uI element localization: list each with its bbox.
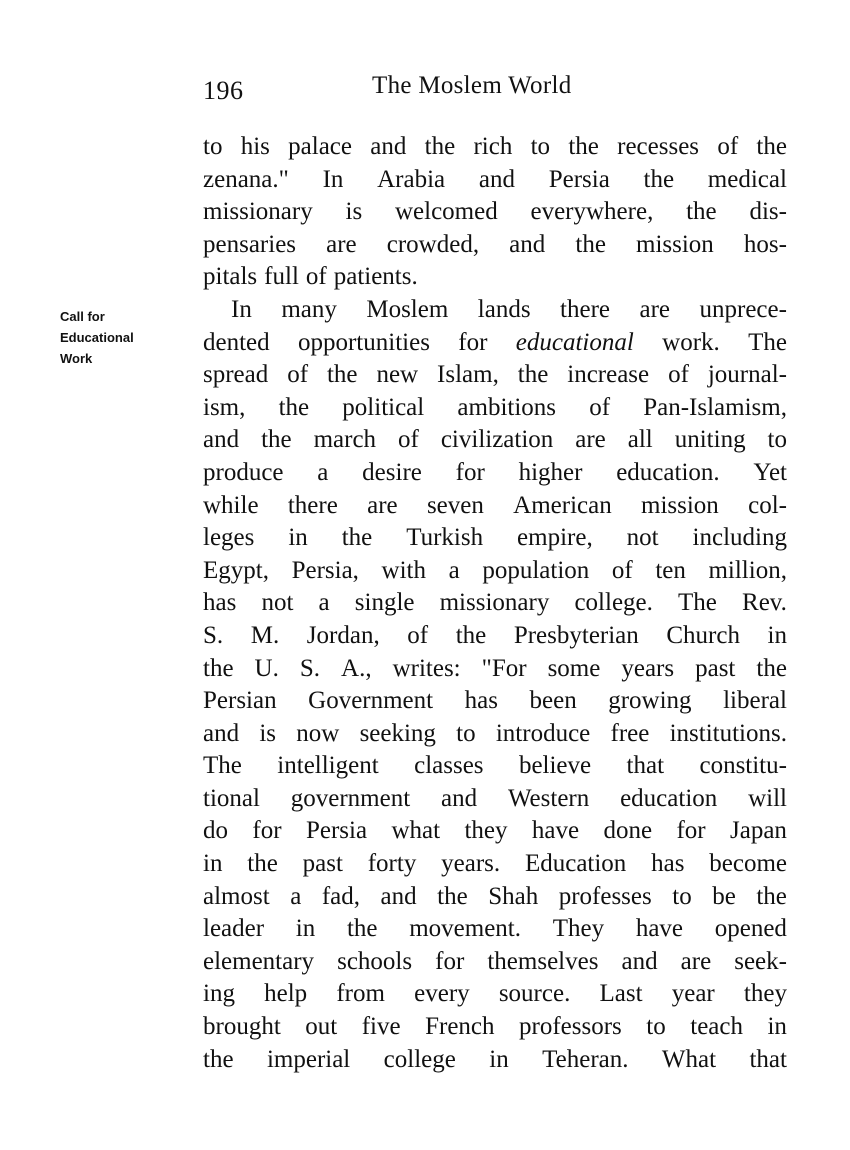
word: of (589, 393, 611, 421)
text-line (203, 783, 787, 816)
word: The (203, 752, 242, 780)
text-line (203, 718, 787, 751)
text-line (203, 1044, 787, 1077)
word: empire, (517, 524, 593, 552)
word: to (530, 133, 551, 160)
word: the (326, 361, 358, 389)
word: for (435, 947, 465, 975)
word: the (756, 654, 787, 682)
word: constitu- (699, 752, 787, 780)
word: are (639, 295, 671, 323)
word: of (407, 621, 429, 649)
word: the (568, 133, 599, 160)
text-line (203, 131, 787, 164)
word: welcomed (394, 198, 498, 226)
text-line (203, 946, 787, 979)
word: a (317, 458, 329, 486)
word: intelligent (277, 752, 379, 780)
body-text (203, 131, 787, 1076)
word: to (646, 1013, 666, 1041)
word: the (203, 1045, 234, 1073)
word: for (676, 817, 706, 845)
word: What (661, 1045, 717, 1073)
word: free (610, 719, 650, 747)
word: are (575, 426, 606, 454)
word: patients. (333, 263, 418, 291)
word: civilization (440, 426, 554, 454)
word: the (341, 524, 373, 552)
word: and (441, 784, 478, 812)
word: fad, (321, 882, 360, 910)
word: Presbyterian (513, 621, 639, 649)
word: political (342, 393, 425, 421)
word: in (203, 850, 223, 878)
word: opened (714, 915, 787, 943)
word: and (370, 133, 407, 160)
word: Yet (753, 458, 787, 486)
word: They (552, 915, 605, 943)
word: has (464, 687, 498, 715)
word: there (560, 295, 611, 323)
word: government (290, 784, 411, 812)
word: have (531, 817, 580, 845)
text-line (203, 881, 787, 914)
word: new (376, 361, 419, 389)
word: years (621, 654, 675, 682)
word: missionary (203, 198, 313, 226)
text-line (203, 327, 787, 360)
word: journal- (707, 361, 787, 389)
word: they (464, 817, 508, 845)
word: of (305, 263, 327, 291)
word: seek- (734, 947, 787, 975)
text-line (203, 522, 787, 555)
word: many (281, 295, 337, 323)
page-number: 196 (203, 76, 244, 105)
word: a (318, 589, 330, 617)
word: is (345, 198, 363, 226)
word: of (287, 361, 309, 389)
word: in (489, 1045, 509, 1073)
word: The (678, 589, 717, 617)
word: have (635, 915, 684, 943)
text-line (203, 620, 787, 653)
word: imperial (266, 1045, 351, 1073)
word: Western (507, 784, 590, 812)
margin-note-line: Work (60, 351, 93, 366)
text-line (203, 555, 787, 588)
word: and (203, 719, 240, 747)
margin-note-line: Call for (60, 309, 105, 324)
word: of (611, 556, 633, 584)
word: do (203, 817, 228, 845)
word: opportunities (297, 328, 430, 356)
word: done (603, 817, 653, 845)
word: will (748, 784, 787, 812)
word: the (517, 361, 549, 389)
word: source. (498, 980, 571, 1008)
word: professes (558, 882, 652, 910)
word: mission (641, 491, 719, 519)
word: ism, (203, 393, 246, 421)
text-line (203, 848, 787, 881)
word: lands (477, 295, 531, 323)
word: French (425, 1013, 495, 1041)
word: to (456, 719, 476, 747)
word: the (203, 654, 234, 682)
word: ing (203, 980, 235, 1008)
word: been (529, 687, 577, 715)
word: a (448, 556, 460, 584)
word: teach (690, 1013, 743, 1041)
word: while (203, 491, 259, 519)
word: with (381, 556, 426, 584)
word: seeking (359, 719, 436, 747)
word: uniting (674, 426, 746, 454)
word: Government (308, 687, 434, 715)
word: march (313, 426, 377, 454)
word: college. (574, 589, 653, 617)
word: the (424, 133, 456, 160)
word: almost (203, 882, 270, 910)
word: In (231, 295, 252, 323)
text-line (203, 359, 787, 392)
word: mission (636, 230, 714, 258)
word: dis- (749, 198, 787, 226)
word: of (717, 133, 739, 160)
word: the (643, 165, 675, 193)
word: movement. (409, 915, 521, 943)
word: themselves (487, 947, 599, 975)
word: Egypt, (203, 556, 269, 584)
word: leges (203, 524, 255, 552)
text-line (203, 978, 787, 1011)
word: crowded, (386, 230, 480, 258)
word: including (692, 524, 787, 552)
word: the (247, 850, 278, 878)
word: single (354, 589, 415, 617)
word: ambitions (457, 393, 557, 421)
word: from (336, 980, 385, 1008)
word: forty (367, 850, 417, 878)
word: to (767, 426, 787, 454)
word: "For (481, 654, 527, 682)
word: Teheran. (542, 1045, 629, 1073)
word: population (482, 556, 590, 584)
word: leader (203, 915, 265, 943)
word: college (383, 1045, 456, 1073)
word: and (203, 426, 240, 454)
word: has (651, 850, 685, 878)
word: American (513, 491, 612, 519)
word: unprece- (699, 295, 787, 323)
word: pitals (203, 263, 258, 291)
text-line (203, 424, 787, 457)
word: become (709, 850, 787, 878)
text-line (203, 1011, 787, 1044)
text-line (203, 587, 787, 620)
word: S. (299, 654, 321, 682)
word: not (261, 589, 294, 617)
word: writes: (392, 654, 461, 682)
word: ten (655, 556, 686, 584)
word: Persian (203, 687, 277, 715)
word: work. (662, 328, 720, 356)
word: of (398, 426, 419, 454)
word: are (326, 230, 357, 258)
word: Jordan, (306, 621, 380, 649)
word: are (367, 491, 398, 519)
word: are (680, 947, 712, 975)
word: for (458, 328, 488, 356)
text-line (203, 457, 787, 490)
word: in (767, 621, 787, 649)
word: believe (518, 752, 592, 780)
word: the (455, 621, 487, 649)
word: in (767, 1013, 787, 1041)
word: be (712, 882, 736, 910)
word: education (620, 784, 718, 812)
word: hos- (743, 230, 787, 258)
word: Education (524, 850, 627, 878)
word: zenana." (203, 165, 289, 193)
word: col- (748, 491, 787, 519)
word: Persia (305, 817, 368, 845)
word: Islam, (437, 361, 499, 389)
text-line (203, 815, 787, 848)
word: to (203, 133, 223, 160)
word: Arabia (377, 165, 446, 193)
word: A., (341, 654, 372, 682)
word: S. (203, 621, 224, 649)
word: for (252, 817, 282, 845)
word: In (322, 165, 344, 193)
word: year (671, 980, 715, 1008)
word: and (621, 947, 658, 975)
word: a (290, 882, 302, 910)
word: M. (250, 621, 280, 649)
word: classes (414, 752, 484, 780)
running-head: The Moslem World (372, 72, 572, 99)
word: that (749, 1045, 787, 1073)
word: tional (203, 784, 260, 812)
word: the (278, 393, 310, 421)
word: recesses (617, 133, 700, 160)
word: education. (616, 458, 720, 486)
word: Pan-Islamism, (643, 393, 787, 421)
word: Persia (548, 165, 610, 193)
word: missionary (439, 589, 550, 617)
word: not (626, 524, 659, 552)
text-line (203, 913, 787, 946)
text-line (203, 750, 787, 783)
word: full (264, 263, 299, 291)
word: is (259, 719, 277, 747)
word: million, (708, 556, 787, 584)
word: his (240, 133, 270, 160)
text-line (203, 653, 787, 686)
word: everywhere, (530, 198, 654, 226)
word: seven (426, 491, 484, 519)
word: Shah (488, 882, 539, 910)
word: The (748, 328, 787, 356)
word: some (547, 654, 601, 682)
word: Rev. (742, 589, 787, 617)
word: what (391, 817, 441, 845)
word: institutions. (669, 719, 787, 747)
text-line (203, 196, 787, 229)
word: has (203, 589, 237, 617)
word: the (756, 133, 787, 160)
word: in (295, 915, 316, 943)
word: help (264, 980, 308, 1008)
word: dented (203, 328, 270, 356)
word: that (626, 752, 665, 780)
word: of (668, 361, 689, 389)
word: Turkish (406, 524, 484, 552)
word: pensaries (203, 230, 297, 258)
word: produce (203, 458, 284, 486)
word: rich (473, 133, 513, 160)
word: they (743, 980, 787, 1008)
text-line (203, 685, 787, 718)
word: Persia, (291, 556, 359, 584)
word: spread (203, 361, 269, 389)
word: higher (518, 458, 583, 486)
word: introduce (495, 719, 591, 747)
word: Japan (730, 817, 787, 845)
text-line (203, 490, 787, 523)
word: past (695, 654, 736, 682)
word: the (437, 882, 468, 910)
word: Last (599, 980, 643, 1008)
margin-note (60, 306, 180, 369)
word: medical (707, 165, 787, 193)
word: liberal (723, 687, 787, 715)
word: to (672, 882, 692, 910)
word: brought (203, 1013, 281, 1041)
word: professors (519, 1013, 622, 1041)
word: and (380, 882, 417, 910)
word: and (509, 230, 546, 258)
word: all (627, 426, 653, 454)
word: the (686, 198, 717, 226)
word: increase (567, 361, 650, 389)
emphasized-word: educational (515, 328, 634, 356)
word: and (478, 165, 515, 193)
text-line (203, 261, 787, 294)
text-line (203, 392, 787, 425)
text-line (203, 294, 787, 327)
word: elementary (203, 947, 315, 975)
word: Church (666, 621, 740, 649)
word: past (302, 850, 343, 878)
word: there (287, 491, 338, 519)
word: years. (441, 850, 501, 878)
word: the (346, 915, 378, 943)
word: every (414, 980, 470, 1008)
word: palace (288, 133, 353, 160)
text-line (203, 229, 787, 262)
word: schools (337, 947, 413, 975)
word: the (575, 230, 606, 258)
word: the (261, 426, 292, 454)
word: growing (608, 687, 692, 715)
word: desire (362, 458, 422, 486)
text-line (203, 164, 787, 197)
word: for (455, 458, 485, 486)
word: the (756, 882, 787, 910)
word: out (305, 1013, 338, 1041)
word: U. (254, 654, 279, 682)
word: now (296, 719, 340, 747)
margin-note-line: Educational (60, 330, 134, 345)
word: in (288, 524, 308, 552)
word: five (361, 1013, 401, 1041)
word: Moslem (366, 295, 449, 323)
